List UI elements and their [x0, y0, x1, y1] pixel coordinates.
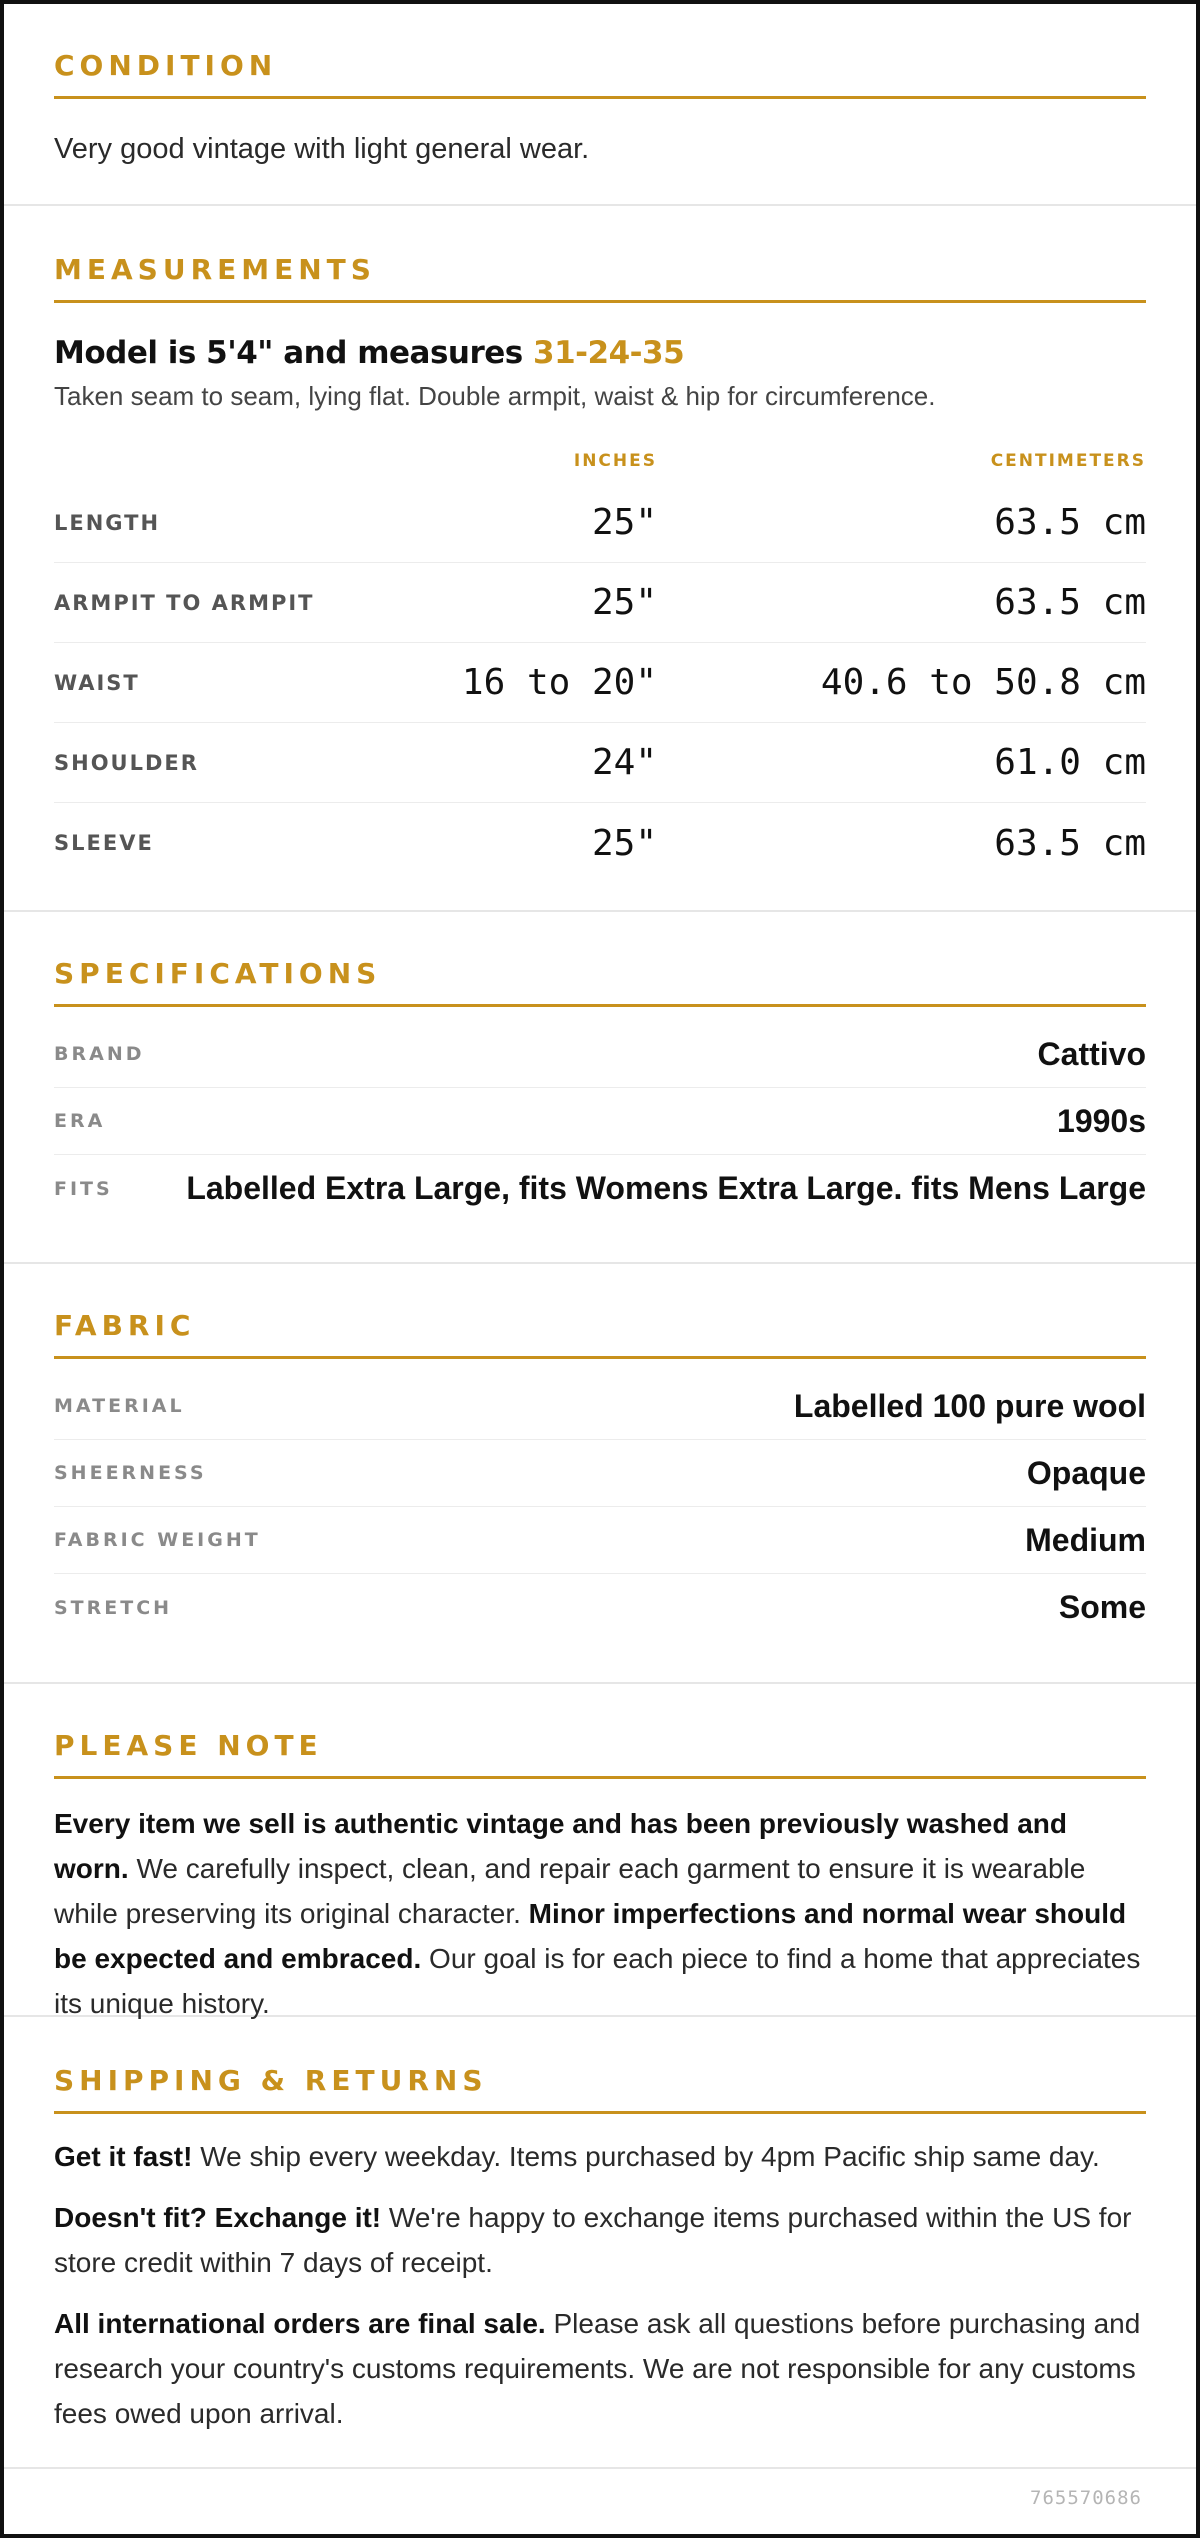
measurements-table-header — [54, 439, 1146, 483]
list-item — [54, 1507, 1146, 1574]
measurement-inches: 25" — [591, 822, 657, 864]
measurement-cm: 63.5 cm — [994, 822, 1146, 864]
exchange-paragraph — [54, 2195, 1146, 2285]
measurement-inches: 25" — [591, 582, 657, 623]
international-paragraph — [54, 2301, 1146, 2436]
measurement-label: ARMPIT TO ARMPIT — [54, 590, 315, 615]
list-item — [54, 1021, 1146, 1088]
inches-column-header: INCHES — [573, 451, 657, 471]
fabric-heading: FABRIC — [54, 1306, 1146, 1359]
condition-heading: CONDITION — [54, 46, 1146, 99]
spec-value: Cattivo — [1037, 1035, 1146, 1072]
note-text-1: We carefully inspect, clean, and repair each garment to ensure it is wearable while preserving its original character. — [54, 1853, 1086, 1929]
exchange-text: We're happy to exchange items purchased within the US for store credit within 7 days of receipt. — [54, 2202, 1132, 2278]
condition-section — [4, 4, 1196, 206]
fabric-key: FABRIC WEIGHT — [54, 1529, 261, 1551]
spec-key: BRAND — [54, 1043, 145, 1065]
measurement-cm: 63.5 cm — [994, 582, 1146, 623]
measurement-inches: 16 to 20" — [461, 662, 657, 703]
table-row — [54, 803, 1146, 883]
table-row — [54, 723, 1146, 803]
fabric-section — [4, 1264, 1196, 1684]
international-text: Please ask all questions before purchasing and research your country's customs requirements. We are not responsible for any customs fees owed upon arrival. — [54, 2308, 1141, 2429]
measurements-heading: MEASUREMENTS — [54, 250, 1146, 303]
measurement-cm: 63.5 cm — [994, 502, 1146, 543]
shipping-returns-section — [4, 2017, 1196, 2469]
measurement-cm: 61.0 cm — [994, 742, 1146, 783]
list-item — [54, 1440, 1146, 1507]
measurement-inches: 25" — [591, 502, 657, 543]
model-measures-value: 31-24-35 — [533, 335, 685, 371]
fabric-value: Some — [1058, 1589, 1146, 1625]
list-item — [54, 1574, 1146, 1641]
measurements-table — [54, 483, 1146, 883]
measurement-cm: 40.6 to 50.8 cm — [820, 662, 1146, 703]
fabric-list — [54, 1373, 1146, 1641]
fabric-value: Labelled 100 pure wool — [793, 1387, 1146, 1424]
fabric-key: MATERIAL — [54, 1395, 185, 1417]
spec-value: 1990s — [1057, 1102, 1146, 1139]
list-item — [54, 1088, 1146, 1155]
spec-value: Labelled Extra Large, fits Womens Extra Large. fits Mens Large — [186, 1170, 1146, 1206]
specifications-heading: SPECIFICATIONS — [54, 954, 1146, 1007]
condition-text: Very good vintage with light general wear. — [54, 133, 590, 165]
measurement-label: WAIST — [54, 670, 140, 695]
measurement-label: LENGTH — [54, 510, 161, 535]
fabric-value: Medium — [1025, 1521, 1146, 1558]
please-note-heading: PLEASE NOTE — [54, 1726, 1146, 1779]
specifications-section — [4, 912, 1196, 1264]
measurement-label: SLEEVE — [54, 831, 154, 855]
list-item — [54, 1373, 1146, 1440]
shipping-text: We ship every weekday. Items purchased by 4pm Pacific ship same day. — [192, 2141, 1100, 2172]
exchange-bold: Doesn't fit? Exchange it! — [54, 2202, 382, 2233]
shipping-bold: Get it fast! — [54, 2141, 193, 2172]
specifications-list — [54, 1021, 1146, 1222]
measurements-section — [4, 206, 1196, 912]
item-id: 765570686 — [1030, 2487, 1142, 2509]
fabric-value: Opaque — [1026, 1454, 1146, 1491]
note-bold-2: Minor imperfections and normal wear should be expected and embraced. — [54, 1898, 1127, 1974]
centimeters-column-header: CENTIMETERS — [990, 451, 1146, 471]
table-row — [54, 643, 1146, 723]
international-bold: All international orders are final sale. — [54, 2308, 546, 2339]
note-text-2: Our goal is for each piece to find a home that appreciates its unique history. — [54, 1943, 1141, 2019]
spec-key: FITS — [54, 1177, 113, 1200]
fabric-key: SHEERNESS — [54, 1462, 207, 1484]
measurement-label: SHOULDER — [54, 750, 199, 775]
measurement-method-note: Taken seam to seam, lying flat. Double armpit, waist & hip for circumference. — [54, 381, 936, 411]
model-measures-line — [54, 331, 1146, 375]
please-note-text — [54, 1801, 1146, 2026]
shipping-paragraph — [54, 2134, 1146, 2179]
fabric-key: STRETCH — [54, 1596, 173, 1619]
table-row — [54, 483, 1146, 563]
note-bold-1: Every item we sell is authentic vintage and has been previously washed and worn. — [54, 1808, 1068, 1884]
table-row — [54, 563, 1146, 643]
shipping-heading: SHIPPING & RETURNS — [54, 2061, 1146, 2114]
measurement-inches: 24" — [591, 742, 657, 783]
spec-key: ERA — [54, 1110, 106, 1132]
please-note-section — [4, 1684, 1196, 2017]
list-item — [54, 1155, 1146, 1222]
model-prefix: Model is 5'4" and measures — [54, 335, 534, 371]
